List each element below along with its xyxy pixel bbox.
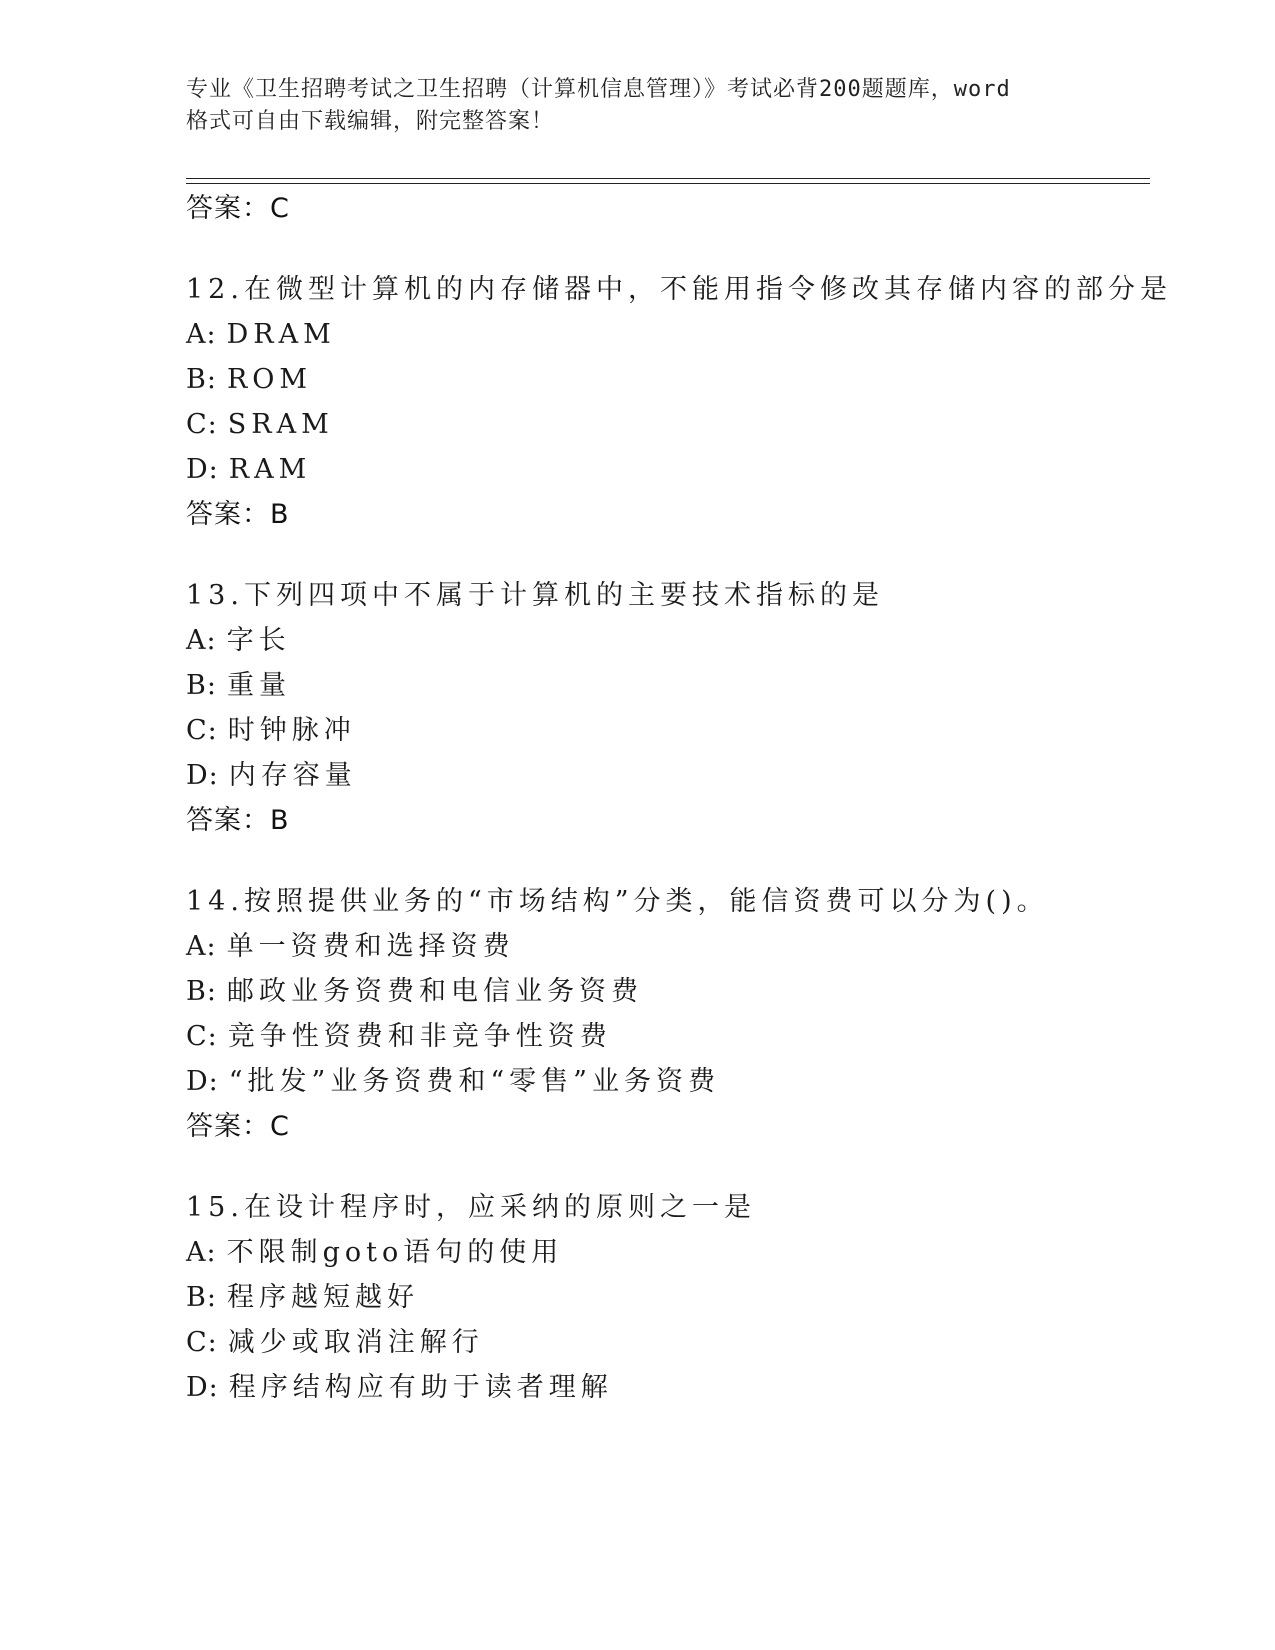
option-label: B:: [186, 976, 217, 1007]
answer-value: B: [270, 499, 290, 530]
question-14: [186, 879, 1150, 1149]
previous-answer: [186, 186, 1150, 231]
option-text: 时钟脉冲: [227, 715, 356, 746]
option-text: 字长: [226, 625, 291, 656]
question-stem: 下列四项中不属于计算机的主要技术指标的是: [243, 580, 884, 611]
question-text: [186, 879, 1150, 924]
option-b: [186, 663, 1150, 708]
question-stem: 在设计程序时，应采纳的原则之一是: [243, 1192, 756, 1223]
question-13: [186, 573, 1150, 843]
option-c: [186, 402, 1150, 447]
question-text: [186, 573, 1150, 618]
option-c: [186, 1320, 1150, 1365]
option-label: A:: [186, 1237, 217, 1268]
question-stem: 在微型计算机的内存储器中，不能用指令修改其存储内容的部分是: [243, 274, 1172, 305]
option-d: [186, 1365, 1150, 1410]
option-d: [186, 1059, 1150, 1104]
option-text: 不限制goto语句的使用: [226, 1237, 564, 1268]
option-text: 内存容量: [228, 760, 357, 791]
option-text: 重量: [226, 670, 291, 701]
document-header: [186, 74, 1086, 138]
question-text: [186, 267, 1172, 312]
option-d: [186, 753, 1150, 798]
option-text: ROM: [226, 364, 313, 395]
answer-label: 答案：: [186, 193, 270, 224]
option-text: 减少或取消注解行: [227, 1327, 484, 1358]
option-b: [186, 1275, 1150, 1320]
answer-label: 答案：: [186, 499, 270, 530]
option-label: D:: [186, 1372, 219, 1403]
option-label: C:: [186, 1327, 218, 1358]
question-number: 14.: [186, 886, 244, 917]
option-label: A:: [186, 319, 217, 350]
answer-label: 答案：: [186, 805, 270, 836]
question-number: 15.: [186, 1192, 244, 1223]
option-b: [186, 969, 1150, 1014]
option-a: [186, 924, 1150, 969]
option-text: “批发”业务资费和“零售”业务资费: [228, 1066, 720, 1097]
answer-label: 答案：: [186, 1111, 270, 1142]
option-text: RAM: [228, 454, 312, 485]
question-12: [186, 267, 1172, 537]
question-text: [186, 1185, 1150, 1230]
option-text: SRAM: [227, 409, 334, 440]
option-label: B:: [186, 1282, 217, 1313]
header-line-1: 专业《卫生招聘考试之卫生招聘（计算机信息管理）》考试必背200题题库，word: [186, 77, 1011, 102]
option-label: D:: [186, 1066, 219, 1097]
question-15: [186, 1185, 1150, 1410]
option-label: C:: [186, 715, 218, 746]
option-label: B:: [186, 670, 217, 701]
option-b: [186, 357, 1150, 402]
option-label: A:: [186, 625, 217, 656]
question-number: 13.: [186, 580, 244, 611]
option-text: DRAM: [226, 319, 336, 350]
option-a: [186, 618, 1150, 663]
option-text: 邮政业务资费和电信业务资费: [226, 976, 643, 1007]
option-text: 程序越短越好: [226, 1282, 419, 1313]
answer-value: B: [270, 805, 290, 836]
option-text: 单一资费和选择资费: [226, 931, 515, 962]
question-answer: [186, 1104, 1150, 1149]
question-answer: [186, 492, 1150, 537]
question-list: [186, 186, 1172, 1410]
answer-value: C: [270, 1111, 290, 1142]
option-text: 程序结构应有助于读者理解: [228, 1372, 613, 1403]
option-label: C:: [186, 409, 218, 440]
option-label: A:: [186, 931, 217, 962]
question-number: 12.: [186, 274, 244, 305]
option-d: [186, 447, 1150, 492]
option-c: [186, 708, 1150, 753]
header-rule-top: [186, 178, 1150, 179]
answer-value: C: [270, 193, 290, 224]
question-stem: 按照提供业务的“市场结构”分类，能信资费可以分为()。: [243, 886, 1049, 917]
option-label: C:: [186, 1021, 218, 1052]
option-c: [186, 1014, 1150, 1059]
option-label: D:: [186, 454, 219, 485]
option-text: 竞争性资费和非竞争性资费: [227, 1021, 612, 1052]
option-label: B:: [186, 364, 217, 395]
option-label: D:: [186, 760, 219, 791]
header-rule-bottom: [186, 183, 1150, 184]
header-line-2: 格式可自由下载编辑，附完整答案！: [186, 109, 555, 134]
option-a: [186, 312, 1150, 357]
option-a: [186, 1230, 1150, 1275]
question-answer: [186, 798, 1150, 843]
